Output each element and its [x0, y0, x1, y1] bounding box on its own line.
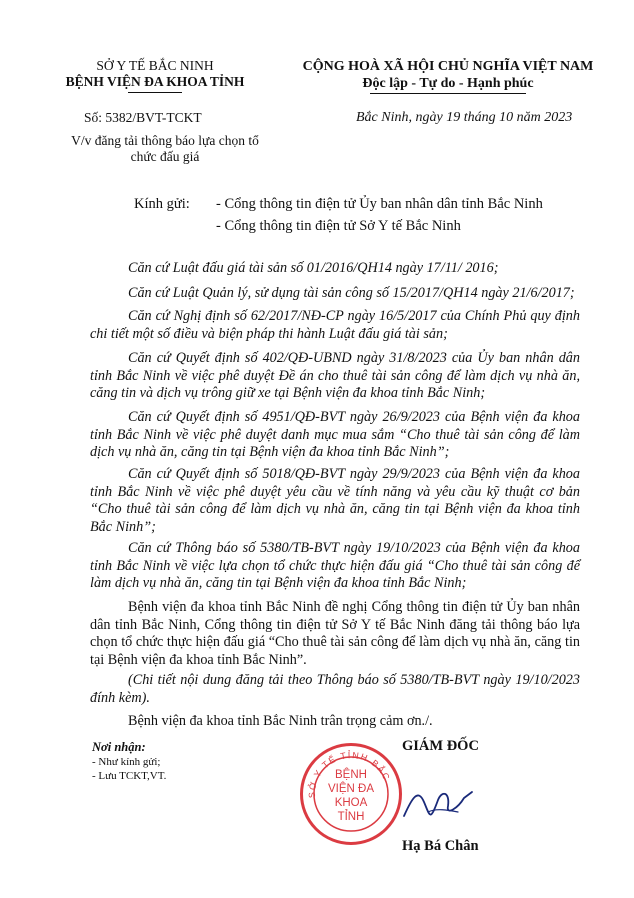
- signature-title: GIÁM ĐỐC: [402, 738, 479, 754]
- recipient-item-1: - Cổng thông tin điện tử Ủy ban nhân dân tỉnh Bắc Ninh: [216, 196, 543, 212]
- paragraph-basis-6: Căn cứ Quyết định số 5018/QĐ-BVT ngày 29/9/2023 của Bệnh viện đa khoa tỉnh Bắc Ninh về việc phê duyệt yêu cầu về tính năng và yêu cầu kỹ thuật cơ bản “Cho thuê tài sản công để làm dịch vụ nhà ăn, căng tin tại Bệnh viện đa khoa tỉnh Bắc Ninh”;: [90, 466, 580, 535]
- header-left: [60, 58, 250, 93]
- official-stamp: [300, 743, 402, 845]
- header-right-rule: [370, 93, 526, 94]
- place-date: Bắc Ninh, ngày 19 tháng 10 năm 2023: [356, 110, 573, 125]
- subject-line-1: V/v đăng tải thông báo lựa chọn tổ: [71, 133, 259, 148]
- paragraph-basis-4: Căn cứ Quyết định số 402/QĐ-UBND ngày 31/8/2023 của Ủy ban nhân dân tỉnh Bắc Ninh về việc phê duyệt Đề án cho thuê tài sản công để làm dịch vụ nhà ăn, căng tin và dịch vụ trông giữ xe tại Bệnh viện đa khoa tỉnh Bắc Ninh;: [90, 350, 580, 402]
- recipient-item-2: - Cổng thông tin điện tử Sở Y tế Bắc Ninh: [216, 218, 461, 234]
- paragraph-basis-2: Căn cứ Luật Quản lý, sử dụng tài sản công số 15/2017/QH14 ngày 21/6/2017;: [128, 285, 575, 301]
- paragraph-basis-1: Căn cứ Luật đấu giá tài sản số 01/2016/QH14 ngày 17/11/ 2016;: [128, 260, 499, 276]
- paragraph-thanks: Bệnh viện đa khoa tỉnh Bắc Ninh trân trọng cảm ơn./.: [128, 713, 433, 729]
- handwritten-signature: [398, 778, 478, 828]
- document-number: Số: 5382/BVT-TCKT: [84, 110, 202, 125]
- paragraph-request: Bệnh viện đa khoa tỉnh Bắc Ninh đề nghị Cổng thông tin điện tử Ủy ban nhân dân tỉnh Bắc Ninh, Cổng thông tin điện tử Sở Y tế Bắc Ninh đăng tải thông báo lựa chọn tổ chức thực hiện đấu giá “Cho thuê tài sản công để làm dịch vụ nhà ăn, căng tin tại Bệnh viện đa khoa tỉnh Bắc Ninh”.: [90, 599, 580, 668]
- paragraph-basis-5: Căn cứ Quyết định số 4951/QĐ-BVT ngày 26/9/2023 của Bệnh viện đa khoa tỉnh Bắc Ninh về việc phê duyệt danh mục mua sắm “Cho thuê tài sản công để làm dịch vụ nhà ăn, căng tin tại Bệnh viện đa khoa tỉnh Bắc Ninh”;: [90, 409, 580, 461]
- subject-line: [70, 133, 260, 165]
- department-name: SỞ Y TẾ BẮC NINH: [96, 58, 214, 73]
- header-right: [298, 58, 598, 94]
- footer-recipients-label: Nơi nhận:: [92, 740, 146, 754]
- header-left-rule: [128, 92, 182, 93]
- subject-line-2: chức đấu giá: [130, 149, 200, 164]
- paragraph-basis-7: Căn cứ Thông báo số 5380/TB-BVT ngày 19/10/2023 của Bệnh viện đa khoa tỉnh Bắc Ninh về việc lựa chọn tổ chức thực hiện đấu giá “Cho thuê tài sản công để làm dịch vụ nhà ăn, căng tin tại Bệnh viện đa khoa tỉnh Bắc Ninh;: [90, 540, 580, 592]
- stamp-ring-text: SỞ Y TẾ TỈNH BẮC: [306, 750, 393, 799]
- paragraph-basis-3: Căn cứ Nghị định số 62/2017/NĐ-CP ngày 16/5/2017 của Chính Phủ quy định chi tiết một số điều và biện pháp thi hành Luật đấu giá tài sản;: [90, 308, 580, 342]
- footer-recipient-2: - Lưu TCKT,VT.: [92, 770, 167, 782]
- motto: Độc lập - Tự do - Hạnh phúc: [362, 76, 534, 91]
- nation-title: CỘNG HOÀ XÃ HỘI CHỦ NGHĨA VIỆT NAM: [302, 59, 594, 74]
- signer-name: Hạ Bá Chân: [402, 838, 479, 854]
- hospital-name: BỆNH VIỆN ĐA KHOA TỈNH: [65, 74, 245, 89]
- stamp-center-text: BỆNH VIỆN ĐA KHOA TỈNH: [327, 769, 374, 823]
- recipients-label: Kính gửi:: [134, 196, 190, 212]
- paragraph-attachment-note: (Chi tiết nội dung đăng tải theo Thông báo số 5380/TB-BVT ngày 19/10/2023 đính kèm).: [90, 672, 580, 706]
- footer-recipient-1: - Như kính gửi;: [92, 756, 161, 768]
